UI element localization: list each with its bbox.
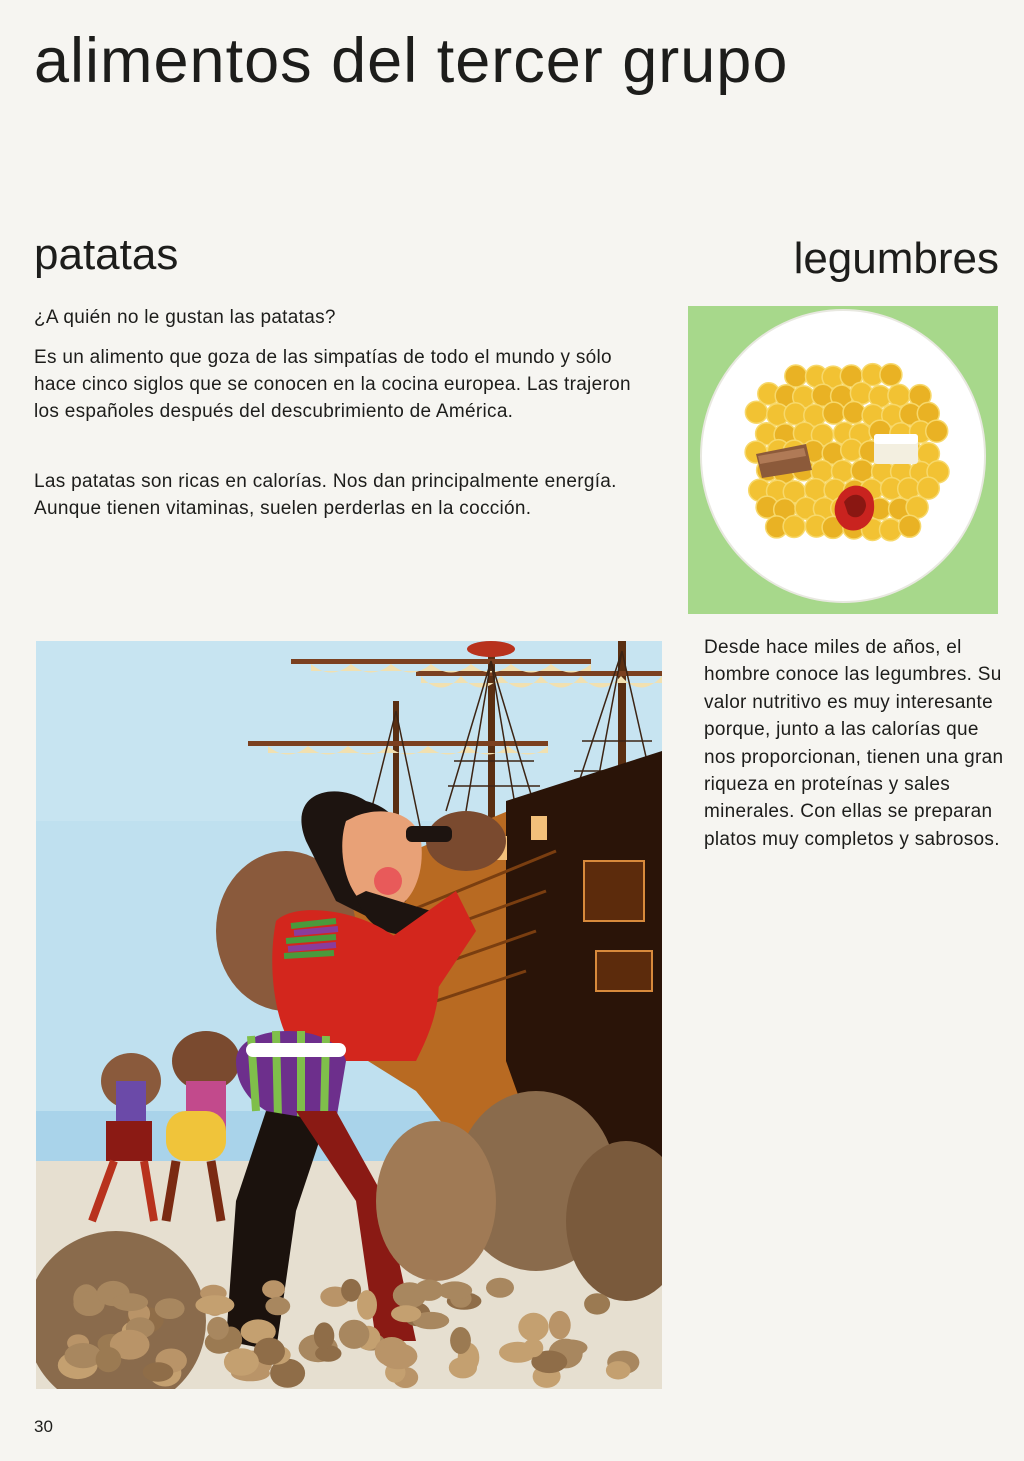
plate-of-chickpeas-illustration <box>688 306 998 614</box>
patatas-paragraph-2: Las patatas son ricas en calorías. Nos dan principalmente energía. Aunque tienen vitaminas, suelen perderlas en la cocción. <box>34 471 617 519</box>
potato <box>207 1317 229 1340</box>
potato <box>195 1295 234 1314</box>
potato <box>64 1343 101 1368</box>
potato <box>606 1361 631 1379</box>
potato <box>584 1293 610 1314</box>
potato <box>143 1362 174 1381</box>
chickpea <box>784 403 806 425</box>
potato <box>314 1322 334 1349</box>
potato <box>518 1313 548 1341</box>
chickpea <box>917 477 939 499</box>
potato <box>224 1348 259 1376</box>
potato <box>96 1347 122 1372</box>
ship-unloading-potatoes-illustration <box>36 641 662 1389</box>
potato <box>379 1343 417 1369</box>
potato <box>262 1280 285 1298</box>
potato <box>486 1278 514 1298</box>
potato <box>265 1297 290 1315</box>
chickpea <box>880 364 902 386</box>
chickpea <box>843 402 865 424</box>
patatas-heading: patatas <box>34 230 179 279</box>
patatas-paragraph-1: Es un alimento que goza de las simpatías de todo el mundo y sólo hace cinco siglos que se conocen en la cocina europea. Las trajeron los españoles después del descubrimiento de América. <box>34 347 631 422</box>
potato <box>155 1298 185 1319</box>
patatas-question: ¿A quién no le gustan las patatas? <box>34 307 336 328</box>
potato <box>112 1293 148 1311</box>
potato <box>450 1327 471 1354</box>
chickpea <box>899 515 921 537</box>
chickpea <box>783 516 805 538</box>
potato <box>391 1305 421 1322</box>
ship-icon <box>36 641 662 1389</box>
chickpea <box>880 519 902 541</box>
potato <box>449 1357 477 1378</box>
potato <box>357 1290 377 1320</box>
potato <box>523 1339 543 1358</box>
chickpea <box>823 402 845 424</box>
potato <box>339 1320 370 1349</box>
plate-icon <box>688 306 998 614</box>
chickpea <box>745 401 767 423</box>
chickpea <box>926 420 948 442</box>
legumbres-paragraph: Desde hace miles de años, el hombre conoce las legumbres. Su valor nutritivo es muy interesante porque, junto a las calorías que nos proporcionan, tienen una gran riqueza en proteínas y sales minerales. Con ellas se preparan platos muy completos y sabrosos. <box>704 637 1004 850</box>
page-number: 30 <box>34 1417 53 1436</box>
legumbres-heading: legumbres <box>793 234 999 283</box>
potato <box>438 1281 473 1299</box>
potato <box>549 1311 571 1339</box>
chickpea <box>785 365 807 387</box>
page-title: alimentos del tercer grupo <box>34 26 789 96</box>
chickpea <box>888 384 910 406</box>
